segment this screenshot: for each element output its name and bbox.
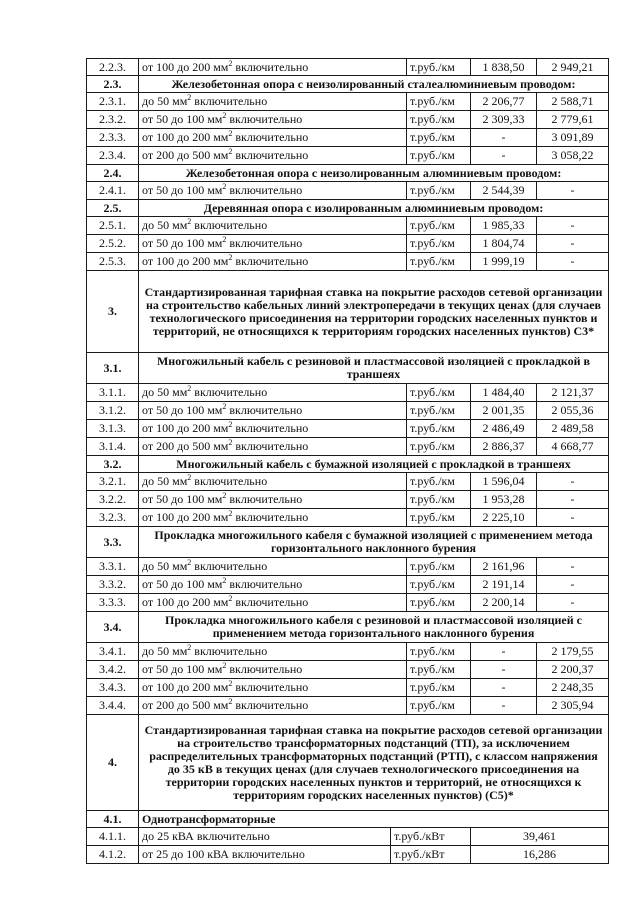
row-description: от 200 до 500 $мм^2$ включительно [139,438,407,456]
row-number: 2.4. [87,165,139,182]
row-value-2: - [537,558,609,576]
row-value-1: 1 838,50 [471,59,537,76]
table-row [87,111,609,129]
row-description: от 25 до 100 кВА включительно [139,846,391,864]
row-description: от 100 до 200 $мм^2$ включительно [139,594,407,612]
row-value-1: - [471,679,537,697]
row-description: от 100 до 200 $мм^2$ включительно [139,420,407,438]
row-unit: т.руб./км [407,384,471,402]
row-value-1: 1 596,04 [471,473,537,491]
superscript-2: 2 [228,420,233,429]
table-row [87,402,609,420]
row-value-2: - [537,473,609,491]
row-unit: т.руб./км [407,253,471,271]
table-row [87,420,609,438]
row-unit: т.руб./км [407,438,471,456]
row-value-2: 2 779,61 [537,111,609,129]
row-number: 3.4.1. [87,643,139,661]
row-description: до 50 $мм^2$ включительно [139,473,407,491]
row-description: от 50 до 100 $мм^2$ включительно [139,182,407,200]
row-description: от 100 до 200 $мм^2$ включительно [139,509,407,527]
table-row [87,846,609,864]
row-unit: т.руб./кВт [391,846,471,864]
superscript-2: 2 [222,402,227,411]
row-number: 2.3.1. [87,93,139,111]
row-value-2: 3 058,22 [537,147,609,165]
table-row [87,661,609,679]
table-row [87,558,609,576]
superscript-2: 2 [187,643,192,652]
table-row [87,473,609,491]
row-description: от 200 до 500 $мм^2$ включительно [139,147,407,165]
row-number: 2.5.2. [87,235,139,253]
superscript-2: 2 [228,129,233,138]
table-row [87,576,609,594]
row-unit: т.руб./км [407,491,471,509]
superscript-2: 2 [222,576,227,585]
row-description: до 50 $мм^2$ включительно [139,558,407,576]
row-value-1: 2 001,35 [471,402,537,420]
row-value-2: 2 588,71 [537,93,609,111]
subsection-heading: Железобетонная опора с неизолированным алюминиевым проводом: [139,165,609,182]
row-number: 3.1.2. [87,402,139,420]
row-number: 2.5. [87,200,139,217]
superscript-2: 2 [228,147,233,156]
row-number: 3.3.2. [87,576,139,594]
row-unit: т.руб./км [407,147,471,165]
row-value-2: 3 091,89 [537,129,609,147]
superscript-2: 2 [222,182,227,191]
row-value-1: - [471,661,537,679]
table-row [87,147,609,165]
subsection-heading: Многожильный кабель с бумажной изоляцией с прокладкой в траншеях [139,456,609,473]
table-row [87,235,609,253]
row-number: 2.3.3. [87,129,139,147]
row-number: 3.1.1. [87,384,139,402]
tariff-table [86,58,609,864]
superscript-2: 2 [228,58,233,68]
section-heading: Стандартизированная тарифная ставка на покрытие расходов сетевой организации на строительство трансформаторных подстанций (ТП), за исключением распределительных трансформаторных подстанций (РТП), с классом напряжения до 35 кВ в текущих ценах (для случаев технологического присоединения на территории городских населенных пунктов и территорий, не относящихся к территориям городских населенных пунктов) (С5)* [139,715,609,811]
row-number: 2.2.3. [87,59,139,76]
row-description: от 50 до 100 $мм^2$ включительно [139,235,407,253]
row-number: 4.1. [87,811,139,828]
table-row [87,182,609,200]
row-value-1: 2 225,10 [471,509,537,527]
row-value-1: 1 953,28 [471,491,537,509]
row-number: 3. [87,271,139,353]
row-unit: т.руб./км [407,558,471,576]
row-description: от 100 до 200 $мм^2$ включительно [139,253,407,271]
section-row [87,165,609,182]
section-row [87,612,609,643]
row-value-1: 2 206,77 [471,93,537,111]
table-row [87,643,609,661]
row-unit: т.руб./км [407,59,471,76]
row-value-1: 1 999,19 [471,253,537,271]
row-description: от 100 до 200 $мм^2$ включительно [139,679,407,697]
superscript-2: 2 [228,253,233,262]
row-number: 3.4.3. [87,679,139,697]
row-value-2: 2 489,58 [537,420,609,438]
row-unit: т.руб./км [407,235,471,253]
row-unit: т.руб./км [407,420,471,438]
row-value-1: - [471,147,537,165]
row-value-1: - [471,643,537,661]
row-unit: т.руб./км [407,93,471,111]
table-row [87,129,609,147]
section-row [87,200,609,217]
row-number: 2.5.3. [87,253,139,271]
row-number: 3.2. [87,456,139,473]
section-row [87,353,609,384]
row-number: 3.1.3. [87,420,139,438]
superscript-2: 2 [228,679,233,688]
row-number: 3.4.2. [87,661,139,679]
row-description: до 50 $мм^2$ включительно [139,643,407,661]
row-number: 2.3.4. [87,147,139,165]
table-row [87,93,609,111]
row-value-2: - [537,576,609,594]
row-unit: т.руб./км [407,697,471,715]
table-row [87,594,609,612]
row-unit: т.руб./км [407,111,471,129]
row-value-1: 1 985,33 [471,217,537,235]
row-value-1: 2 309,33 [471,111,537,129]
row-number: 3.3.3. [87,594,139,612]
superscript-2: 2 [187,93,192,102]
row-value-2: 2 121,37 [537,384,609,402]
row-unit: т.руб./кВт [391,828,471,846]
row-number: 3.3.1. [87,558,139,576]
row-value-1: - [471,697,537,715]
row-unit: т.руб./км [407,182,471,200]
superscript-2: 2 [222,491,227,500]
row-value-1: 2 544,39 [471,182,537,200]
superscript-2: 2 [187,473,192,482]
row-value-1: 1 484,40 [471,384,537,402]
table-row [87,253,609,271]
row-unit: т.руб./км [407,129,471,147]
row-value-1: 2 161,96 [471,558,537,576]
row-value-2: 2 055,36 [537,402,609,420]
row-value-2: - [537,217,609,235]
row-value-2: 2 200,37 [537,661,609,679]
row-value-2: 2 179,55 [537,643,609,661]
subsection-heading: Деревянная опора с изолированным алюминиевым проводом: [139,200,609,217]
row-number: 4.1.2. [87,846,139,864]
row-description: от 50 до 100 $мм^2$ включительно [139,576,407,594]
subsection-heading: Железобетонная опора с неизолированный сталеалюминиевым проводом: [139,76,609,93]
superscript-2: 2 [228,438,233,447]
row-number: 4. [87,715,139,811]
section-row [87,715,609,811]
table-row [87,491,609,509]
table-row [87,59,609,76]
group-title: Однотрансформаторные [139,811,609,828]
row-unit: т.руб./км [407,643,471,661]
superscript-2: 2 [187,558,192,567]
row-value: 39,461 [471,828,609,846]
row-value-1: 2 486,49 [471,420,537,438]
row-number: 3.1.4. [87,438,139,456]
table-row [87,679,609,697]
row-unit: т.руб./км [407,217,471,235]
section-row [87,456,609,473]
table-row [87,828,609,846]
row-description: от 50 до 100 $мм^2$ включительно [139,491,407,509]
section-row [87,271,609,353]
row-value-2: - [537,235,609,253]
superscript-2: 2 [222,661,227,670]
row-value-2: - [537,182,609,200]
row-value-2: - [537,253,609,271]
row-value-1: - [471,129,537,147]
row-unit: т.руб./км [407,661,471,679]
section-row [87,811,609,828]
row-description: от 100 до 200 $мм^2$ включительно [139,59,407,76]
row-unit: т.руб./км [407,402,471,420]
table-row [87,509,609,527]
row-description: от 50 до 100 $мм^2$ включительно [139,402,407,420]
section-row [87,527,609,558]
superscript-2: 2 [187,384,192,393]
row-number: 3.2.3. [87,509,139,527]
row-number: 3.3. [87,527,139,558]
row-value-2: 2 305,94 [537,697,609,715]
superscript-2: 2 [228,594,233,603]
row-description: от 200 до 500 $мм^2$ включительно [139,697,407,715]
row-description: от 100 до 200 $мм^2$ включительно [139,129,407,147]
row-value-2: - [537,509,609,527]
row-number: 4.1.1. [87,828,139,846]
row-number: 2.3. [87,76,139,93]
row-unit: т.руб./км [407,473,471,491]
row-value: 16,286 [471,846,609,864]
superscript-2: 2 [228,697,233,706]
superscript-2: 2 [187,217,192,226]
row-value-2: 2 248,35 [537,679,609,697]
row-number: 2.4.1. [87,182,139,200]
row-value-2: - [537,491,609,509]
row-description: до 25 кВА включительно [139,828,391,846]
row-value-2: 4 668,77 [537,438,609,456]
subsection-heading: Прокладка многожильного кабеля с резиновой и пластмассовой изоляцией с применением метода горизонтального наклонного бурения [139,612,609,643]
row-value-2: - [537,594,609,612]
row-number: 3.1. [87,353,139,384]
row-description: до 50 $мм^2$ включительно [139,217,407,235]
section-heading: Стандартизированная тарифная ставка на покрытие расходов сетевой организации на строительство кабельных линий электропередачи в текущих ценах (для случаев технологического присоединения на территории городских населенных пунктов и территорий, не относящихся к территориям городских населенных пунктов) С3* [139,271,609,353]
section-row [87,76,609,93]
row-number: 3.4.4. [87,697,139,715]
table-row [87,697,609,715]
row-description: от 50 до 100 $мм^2$ включительно [139,661,407,679]
row-description: до 50 $мм^2$ включительно [139,93,407,111]
row-value-1: 2 191,14 [471,576,537,594]
row-value-1: 2 886,37 [471,438,537,456]
superscript-2: 2 [222,111,227,120]
row-number: 2.5.1. [87,217,139,235]
row-unit: т.руб./км [407,576,471,594]
row-value-2: 2 949,21 [537,59,609,76]
row-value-1: 1 804,74 [471,235,537,253]
row-number: 3.4. [87,612,139,643]
row-number: 3.2.1. [87,473,139,491]
row-number: 3.2.2. [87,491,139,509]
row-description: от 50 до 100 $мм^2$ включительно [139,111,407,129]
subsection-heading: Многожильный кабель с резиновой и пластмассовой изоляцией с прокладкой в траншеях [139,353,609,384]
row-number: 2.3.2. [87,111,139,129]
row-value-1: 2 200,14 [471,594,537,612]
superscript-2: 2 [222,235,227,244]
row-unit: т.руб./км [407,509,471,527]
row-unit: т.руб./км [407,679,471,697]
row-description: до 50 $мм^2$ включительно [139,384,407,402]
superscript-2: 2 [228,509,233,518]
subsection-heading: Прокладка многожильного кабеля с бумажной изоляцией с применением метода горизонтального наклонного бурения [139,527,609,558]
table-row [87,384,609,402]
table-row [87,217,609,235]
table-row [87,438,609,456]
row-unit: т.руб./км [407,594,471,612]
